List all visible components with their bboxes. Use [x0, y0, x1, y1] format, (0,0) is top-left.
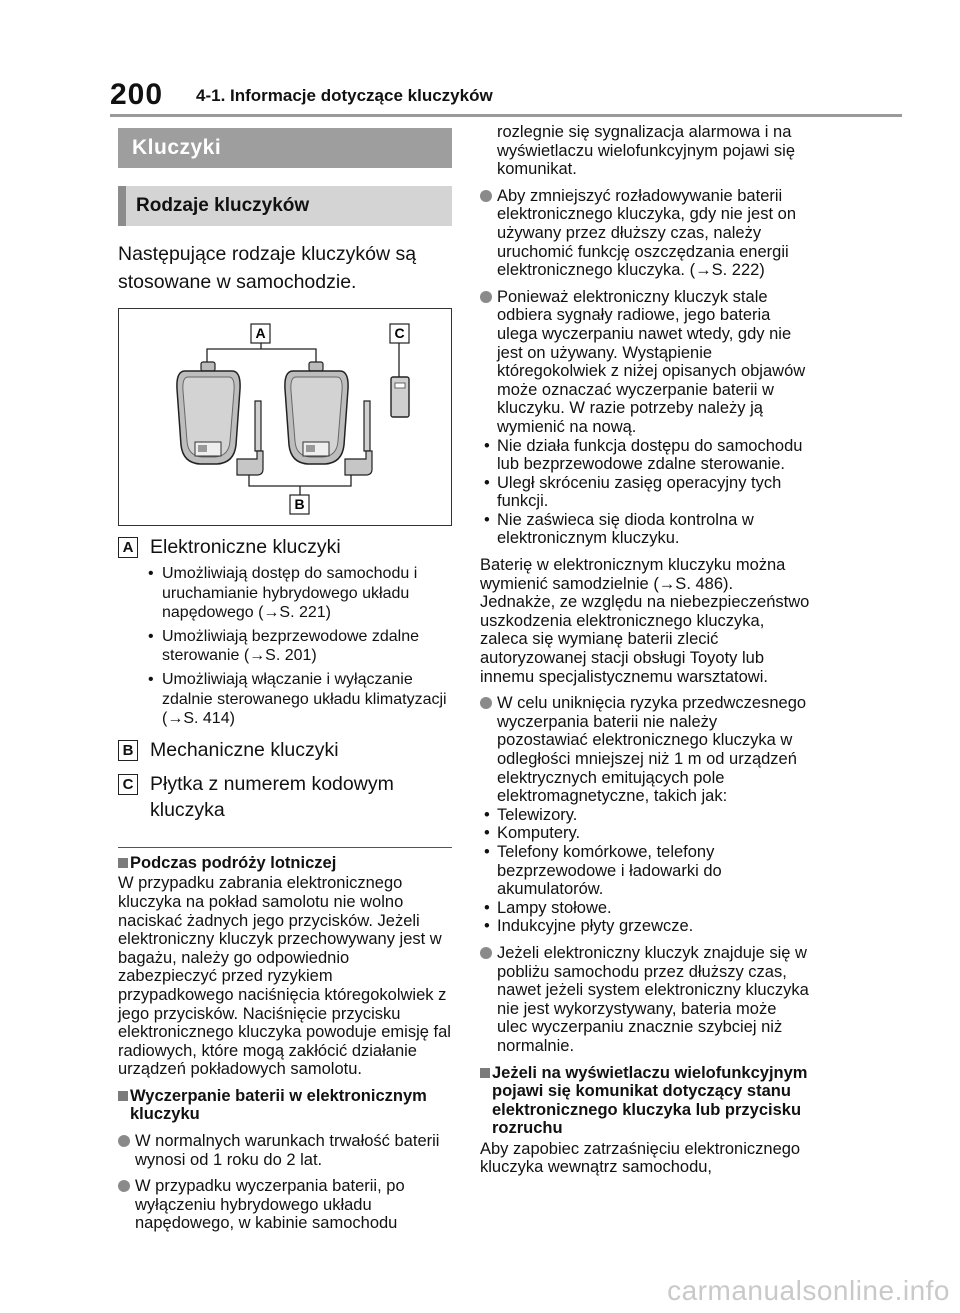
list-item: • Indukcyjne płyty grzewcze.: [480, 917, 810, 936]
svg-text:C: C: [394, 325, 405, 341]
section-title: Kluczyki: [118, 128, 452, 168]
label-b-connector: [249, 475, 351, 486]
list-item: Jeżeli elektroniczny kluczyk znajduje się w pobliżu samochodu przez dłuższy czas, nawet jeżeli system elektroniczny kluczyka nie jest wykorzystywany, bateria może ulec wyczerpaniu znacznie szybciej niż normalnie.: [480, 944, 810, 1056]
list-item: • Komputery.: [480, 824, 810, 843]
travel-text: W przypadku zabrania elektronicznego kluczyka na pokład samolotu nie wolno naciskać żadnych jego przycisków. Jeżeli elektroniczny kluczyk przechowywany jest w bagażu, należy go odpowiednio zabezpieczyć przed ryzykiem przypadkowego naciśnięcia któregokolwiek z jego przycisków. Naciśnięcie przycisku elektronicznego kluczyka powoduje emisję fal radiowych, które mogą zakłócić działanie urządzeń pokładowych samolotu.: [118, 874, 451, 1079]
figure-label-c: [390, 324, 409, 343]
message-text: Aby zapobiec zatrzaśnięciu elektronicznego kluczyka wewnątrz samochodu,: [480, 1139, 801, 1177]
page-number: 200: [110, 78, 164, 111]
figure-label-b: [290, 495, 309, 514]
travel-heading: Podczas podróży lotniczej: [118, 854, 452, 873]
key-type-a-bullets: [118, 564, 452, 729]
key-type-a: [118, 534, 452, 560]
watermark: carmanualsonline.info: [667, 1275, 950, 1306]
key-type-c: [118, 771, 452, 823]
mechanical-key-2-icon: [345, 401, 372, 475]
list-item: • Nie zaświeca się dioda kontrolna w elektronicznym kluczyku.: [480, 511, 810, 548]
list-item: • Telefony komórkowe, telefony bezprzewodowe i ładowarki do akumulatorów.: [480, 843, 810, 899]
right-column: [480, 123, 810, 1177]
label-a-connector: [207, 349, 316, 367]
keys-figure: [118, 308, 452, 526]
list-item: • Telewizory.: [480, 806, 810, 825]
list-item: W normalnych warunkach trwałość baterii wynosi od 1 roku do 2 lat.: [118, 1132, 452, 1169]
intro-text: Następujące rodzaje kluczyków są stosowane w samochodzie.: [118, 243, 417, 293]
chapter-title: 4-1. Informacje dotyczące kluczyków: [196, 86, 493, 105]
svg-text:B: B: [294, 496, 305, 512]
list-item: • Uległ skróceniu zasięg operacyjny tych funkcji.: [480, 474, 810, 511]
key-type-b-label: Mechaniczne kluczyki: [150, 738, 339, 761]
list-item: W przypadku wyczerpania baterii, po wyłączeniu hybrydowego układu napędowego, w kabinie samochodu: [118, 1177, 452, 1233]
mechanical-key-1-icon: [237, 401, 263, 475]
list-item: • Umożliwiają włączanie i wyłączanie zdalnie sterowanego układu klimatyzacji (→S. 414): [148, 670, 452, 729]
list-item: Aby zmniejszyć rozładowywanie baterii elektronicznego kluczyka, gdy nie jest on używany przez dłuższy czas, należy uruchomić funkcję oszczędzania energii elektronicznego kluczyka. (→S. 222): [480, 187, 810, 280]
figure-label-a: [251, 324, 270, 343]
section-divider: [118, 847, 452, 848]
list-item: Ponieważ elektroniczny kluczyk stale odbiera sygnały radiowe, jego bateria ulega wyczerpaniu nawet wtedy, gdy nie jest on używany. Wystąpienie któregokolwiek z niżej opisanych objawów może oznaczać wyczerpanie baterii w kluczyku. W razie potrzeby należy ją wymienić na nową.: [480, 288, 810, 437]
list-item: • Nie działa funkcja dostępu do samochodu lub bezprzewodowe zdalne sterowanie.: [480, 437, 810, 474]
key-number-plate-icon: [391, 377, 409, 417]
key-type-b-letter: B: [118, 740, 138, 761]
left-column: [118, 128, 452, 1233]
header-divider: [110, 114, 902, 117]
list-item: • Umożliwiają dostęp do samochodu i uruchamianie hybrydowego układu napędowego (→S. 221): [148, 564, 452, 623]
key-type-b: [118, 737, 452, 763]
list-item: • Lampy stołowe.: [480, 899, 810, 918]
key-type-c-letter: C: [118, 774, 138, 795]
key-type-a-label: Elektroniczne kluczyki: [150, 536, 341, 558]
list-item: • Umożliwiają bezprzewodowe zdalne sterowanie (→S. 201): [148, 627, 452, 666]
battery-heading: Wyczerpanie baterii w elektronicznym kluczyku: [118, 1087, 452, 1124]
continued-text: rozlegnie się sygnalizacja alarmowa i na wyświetlaczu wielofunkcyjnym pojawi się komunikat.: [497, 123, 796, 179]
list-item: W celu uniknięcia ryzyka przedwczesnego wyczerpania baterii nie należy pozostawiać elektronicznego kluczyka w odległości mniejszej niż 1 m od urządzeń elektrycznych emitujących pole elektromagnetyczne, takich jak:: [480, 694, 810, 806]
smart-key-2-icon: [285, 362, 348, 464]
smart-key-1-icon: [177, 362, 240, 464]
key-type-a-letter: A: [118, 537, 138, 558]
subsection-title: Rodzaje kluczyków: [118, 186, 452, 226]
keys-illustration: [119, 309, 451, 525]
message-heading: Jeżeli na wyświetlaczu wielofunkcyjnym pojawi się komunikat dotyczący stanu elektronicznego kluczyka lub przycisku rozruchu: [480, 1064, 810, 1138]
svg-text:A: A: [255, 325, 266, 341]
replace-text: Baterię w elektronicznym kluczyku można wymienić samodzielnie (→S. 486). Jednakże, ze względu na niebezpieczeństwo uszkodzenia elektronicznego kluczyka, zaleca się wymianę baterii zlecić autoryzowanej stacji obsługi Toyoty lub innemu specjalistycznemu warsztatowi.: [480, 556, 810, 686]
key-type-c-label: Płytka z numerem kodowym kluczyka: [150, 772, 394, 821]
